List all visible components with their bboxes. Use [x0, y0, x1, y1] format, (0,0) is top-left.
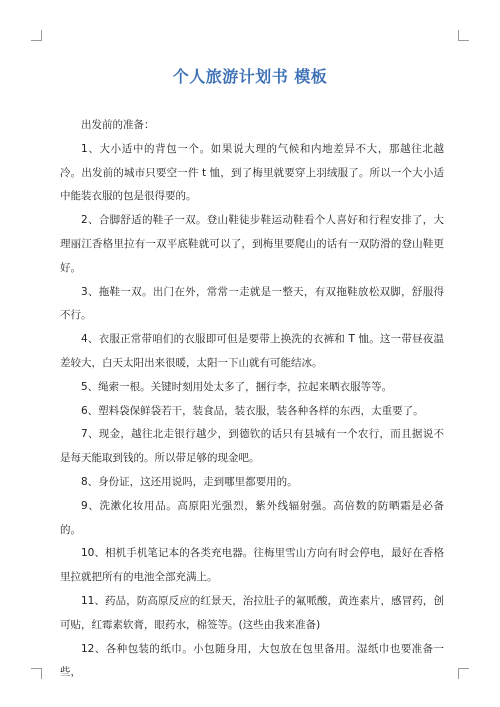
paragraph-12: 12、各种包装的纸巾。小包随身用，大包放在包里备用。湿纸巾也要准备一些，	[60, 642, 444, 679]
paragraph-1: 1、大小适中的背包一个。如果说大理的气候和内地差异不大，那越往北越冷。出发前的城市只要空一件 t 恤，到了梅里就要穿上羽绒服了。所以一个大小适中能装衣服的包是很得要的。	[60, 142, 444, 203]
paragraph-6: 6、塑料袋保鲜袋若干，装食品，装衣服，装各种各样的东西，太重要了。	[81, 404, 424, 417]
document-title: 个人旅游计划书 模板	[172, 67, 328, 86]
crop-mark-top-right	[458, 30, 469, 41]
paragraph-3: 3、拖鞋一双。出门在外，常常一走就是一整天，有双拖鞋放松双脚，舒服得不行。	[60, 285, 444, 322]
paragraph-8: 8、身份证，这还用说吗，走到哪里都要用的。	[81, 475, 298, 488]
paragraph-2: 2、合脚舒适的鞋子一双。登山鞋徒步鞋运动鞋看个人喜好和行程安排了，大理丽江香格里拉有一双平底鞋就可以了，到梅里要爬山的话有一双防滑的登山鞋更好。	[60, 214, 444, 274]
crop-mark-bottom-left	[31, 668, 42, 679]
paragraph-7: 7、现金，越往北走银行越少，到德钦的话只有县城有一个农行，而且据说不是每天能取到钱的。所以带足够的现金吧。	[60, 428, 444, 465]
paragraph-4: 4、衣服正常带咱们的衣服即可但是要带上换洗的衣裤和 T 恤。这一带昼夜温差较大，白天太阳出来很暖，太阳一下山就有可能结冰。	[60, 333, 444, 369]
document-body	[60, 114, 444, 685]
paragraph-11: 11、药品，防高原反应的红景天，治拉肚子的氟哌酸，黄连素片，感冒药，创可贴，红霉素软膏，眼药水，棉签等。(这些由我来准备)	[60, 594, 444, 631]
crop-mark-bottom-right	[458, 668, 469, 679]
section-heading: 出发前的准备：	[81, 119, 155, 131]
crop-mark-top-left	[31, 30, 42, 41]
paragraph-10: 10、相机手机笔记本的各类充电器。往梅里雪山方向有时会停电，最好在香格里拉就把所有的电池全部充满上。	[60, 547, 444, 584]
paragraph-5: 5、绳索一根。关键时刻用处太多了，捆行李，拉起来晒衣服等等。	[81, 380, 393, 393]
paragraph-9: 9、洗漱化妆用品。高原阳光强烈，紫外线辐射强。高倍数的防晒霜是必备的。	[60, 499, 444, 536]
